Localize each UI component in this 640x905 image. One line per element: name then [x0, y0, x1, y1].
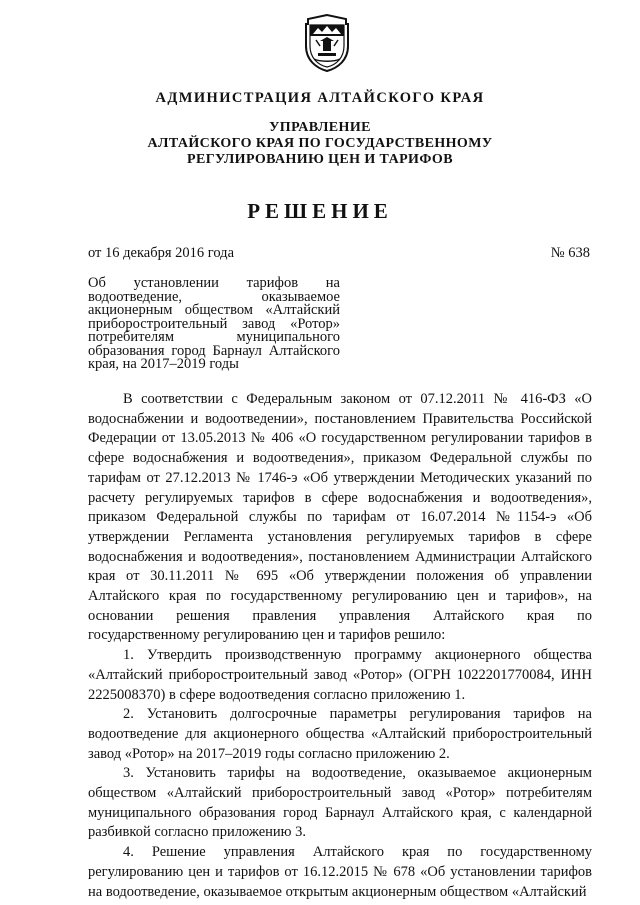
document-number: № 638 — [550, 245, 590, 261]
department-line: АЛТАЙСКОГО КРАЯ ПО ГОСУДАРСТВЕННОМУ — [147, 136, 493, 151]
body-paragraph: 4. Решение управления Алтайского края по государственному регулированию цен и тарифов от 16.12.2015 № 678 «Об установлении тарифов на водоотведение, оказываемое открытым акционерным обществом «Алтайский — [88, 844, 592, 900]
body-paragraph: 2. Установить долгосрочные параметры регулирования тарифов на водоотведение для акционерного общества «Алтайский приборостроительный завод «Ротор» на 2017–2019 годы согласно приложению 2. — [88, 706, 592, 762]
document-body — [88, 390, 592, 902]
administration-title: АДМИНИСТРАЦИЯ АЛТАЙСКОГО КРАЯ — [155, 90, 485, 106]
document-date: от 16 декабря 2016 года — [88, 245, 234, 261]
department-title — [0, 120, 640, 168]
body-paragraph: В соответствии с Федеральным законом от 07.12.2011 № 416-ФЗ «О водоснабжении и водоотведении», постановлением Правительства Российской Федерации от 13.05.2013 № 406 «О государственном регулировании тарифов в сфере водоснабжения и водоотведения», приказом Федеральной службы по тарифам от 27.12.2013 № 1746-э «Об утверждении Методических указаний по расчету регулируемых тарифов в сфере водоснабжения и водоотведения», приказом Федеральной службы по тарифам от 16.07.2014 №1154-э «Об утверждении Регламента установления регулируемых тарифов в сфере водоснабжения и водоотведения», постановлением Администрации Алтайского края от 30.11.2011 № 695 «Об утверждении положения об управлении Алтайского края по государственному регулированию цен и тарифов», на основании решения правления управления Алтайского края по государственному регулированию цен и тарифов решило: — [88, 391, 592, 644]
document-type: РЕШЕНИЕ — [247, 199, 393, 223]
body-paragraph: 1. Утвердить производственную программу акционерного общества «Алтайский приборостроительный завод «Ротор» (ОГРН 1022201770084, ИНН 2225008370) в сфере водоотведения согласно приложению 1. — [88, 647, 592, 703]
department-line: РЕГУЛИРОВАНИЮ ЦЕН И ТАРИФОВ — [187, 152, 453, 167]
body-paragraph: 3. Установить тарифы на водоотведение, оказываемое акционерным обществом «Алтайский приборостроительный завод «Ротор» потребителям муниципального образования город Барнаул Алтайского края, с календарной разбивкой согласно приложению 3. — [88, 765, 592, 841]
department-line: УПРАВЛЕНИЕ — [269, 120, 371, 135]
altai-coat-of-arms-icon — [296, 12, 358, 74]
document-subject: Об установлении тарифов на водоотведение, оказываемое акционерным обществом «Алтайский приборостроительный завод «Ротор» потребителям муниципального образования город Барнаул Алтайского края, на 2017–2019 годы — [88, 275, 340, 372]
